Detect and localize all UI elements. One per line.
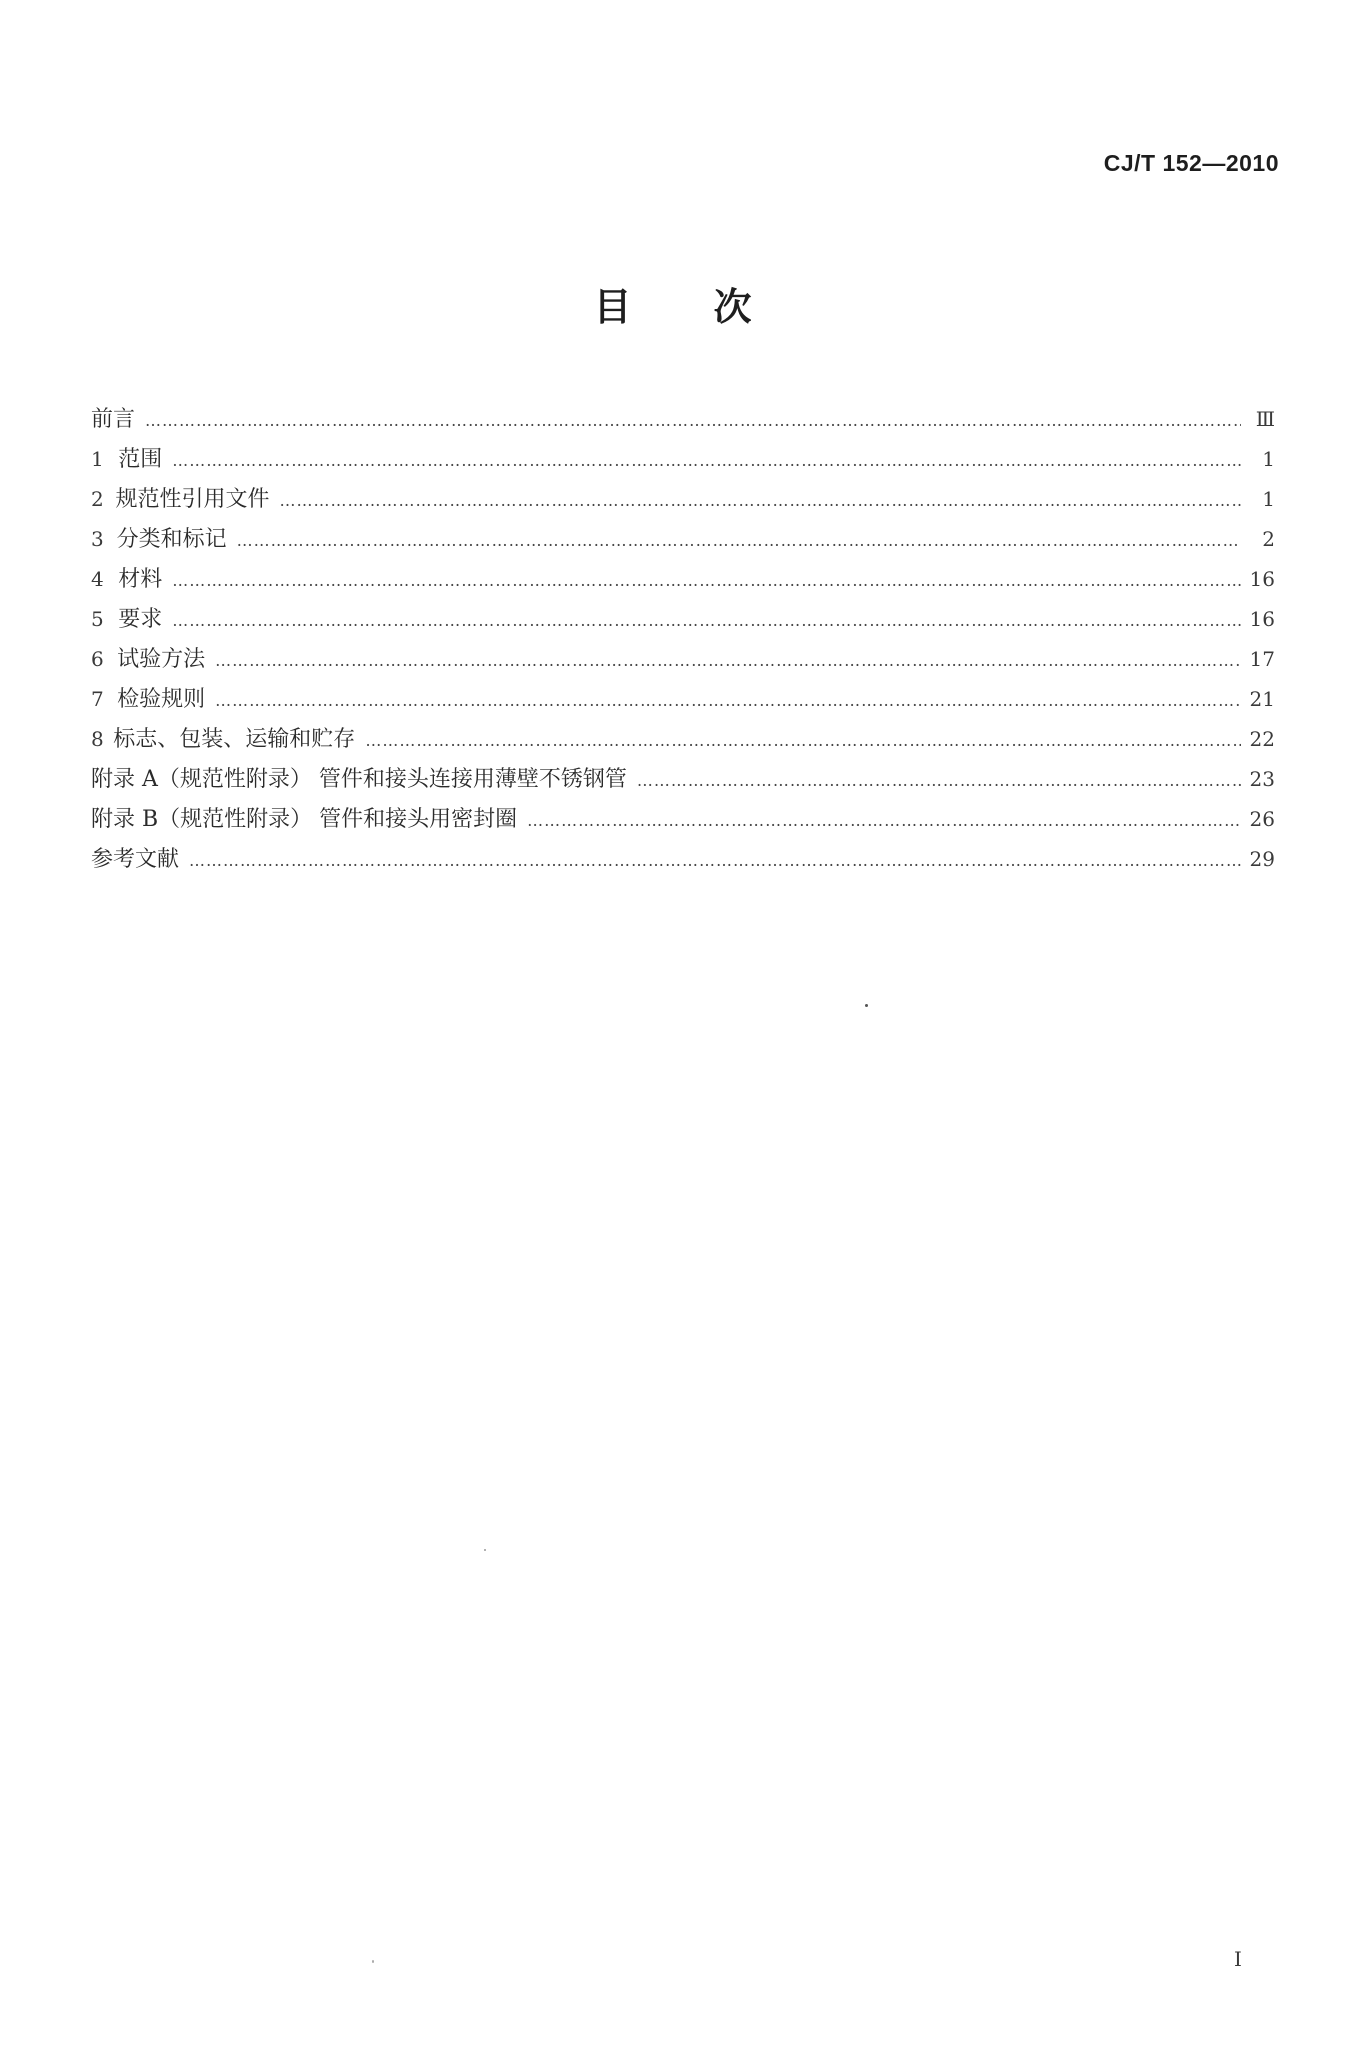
toc-label: 前言 [91,407,136,432]
toc-page-number: 21 [1249,687,1275,711]
dot-leader [215,651,1241,670]
toc-section-number: 5 [91,607,104,631]
toc-entry-2[interactable] [91,482,1275,522]
toc-entry-6[interactable] [91,642,1275,682]
toc-section-number: 8 [91,727,104,751]
toc-section-number: 2 [91,487,104,511]
scan-speck [372,1960,374,1963]
toc-label: 参考文献 [91,847,180,872]
toc-page-number: 2 [1262,527,1275,551]
dot-leader [172,611,1241,630]
toc-page-number: 26 [1249,807,1275,831]
dot-leader [365,731,1241,750]
dot-leader [172,571,1241,590]
toc-title [0,276,1345,331]
toc-entry-appendix-b[interactable] [91,802,1275,842]
toc-entry-foreword[interactable] [91,402,1275,442]
dot-leader [527,811,1241,830]
dot-leader [637,771,1241,790]
toc-page-number: 16 [1249,607,1275,631]
scan-speck [865,1004,868,1007]
toc-section-number: 6 [91,647,104,671]
toc-title-char-2: 次 [713,285,752,329]
toc-section-number: 1 [91,447,104,471]
toc-label: 规范性引用文件 [115,487,270,512]
toc-entry-5[interactable] [91,602,1275,642]
toc-label: 附录 B（规范性附录） 管件和接头用密封圈 [91,807,518,832]
dot-leader [237,531,1241,550]
dot-leader [189,851,1241,870]
toc-label: 范围 [118,447,163,472]
toc-label: 材料 [118,567,163,592]
toc-entry-3[interactable] [91,522,1275,562]
toc-label: 标志、包装、运输和贮存 [113,727,356,752]
document-code: CJ/T 152—2010 [1103,150,1279,176]
toc-entry-1[interactable] [91,442,1275,482]
toc-section-number: 7 [91,687,104,711]
toc-section-number: 3 [91,527,104,551]
scan-speck [484,1549,486,1551]
page-number: I [1234,1947,1242,1971]
toc-page-number: 16 [1249,567,1275,591]
toc-label: 检验规则 [117,687,206,712]
toc-title-char-1: 目 [593,285,632,329]
toc-entry-appendix-a[interactable] [91,762,1275,802]
toc-page-number: 1 [1262,447,1275,471]
toc-label: 分类和标记 [116,527,227,552]
toc-entry-4[interactable] [91,562,1275,602]
toc-entry-7[interactable] [91,682,1275,722]
toc-page-number: 17 [1249,647,1275,671]
toc-section-number: 4 [91,567,104,591]
dot-leader [145,411,1241,430]
toc-label: 要求 [118,607,163,632]
toc-page-number: Ⅲ [1255,407,1275,431]
table-of-contents [91,402,1275,882]
toc-page-number: 1 [1262,487,1275,511]
dot-leader [215,691,1241,710]
toc-entry-references[interactable] [91,842,1275,882]
toc-page-number: 23 [1249,767,1275,791]
toc-label: 试验方法 [117,647,206,672]
toc-page-number: 22 [1249,727,1275,751]
dot-leader [280,491,1242,510]
toc-entry-8[interactable] [91,722,1275,762]
toc-page-number: 29 [1249,847,1275,871]
toc-label: 附录 A（规范性附录） 管件和接头连接用薄壁不锈钢管 [91,767,627,792]
dot-leader [172,451,1241,470]
